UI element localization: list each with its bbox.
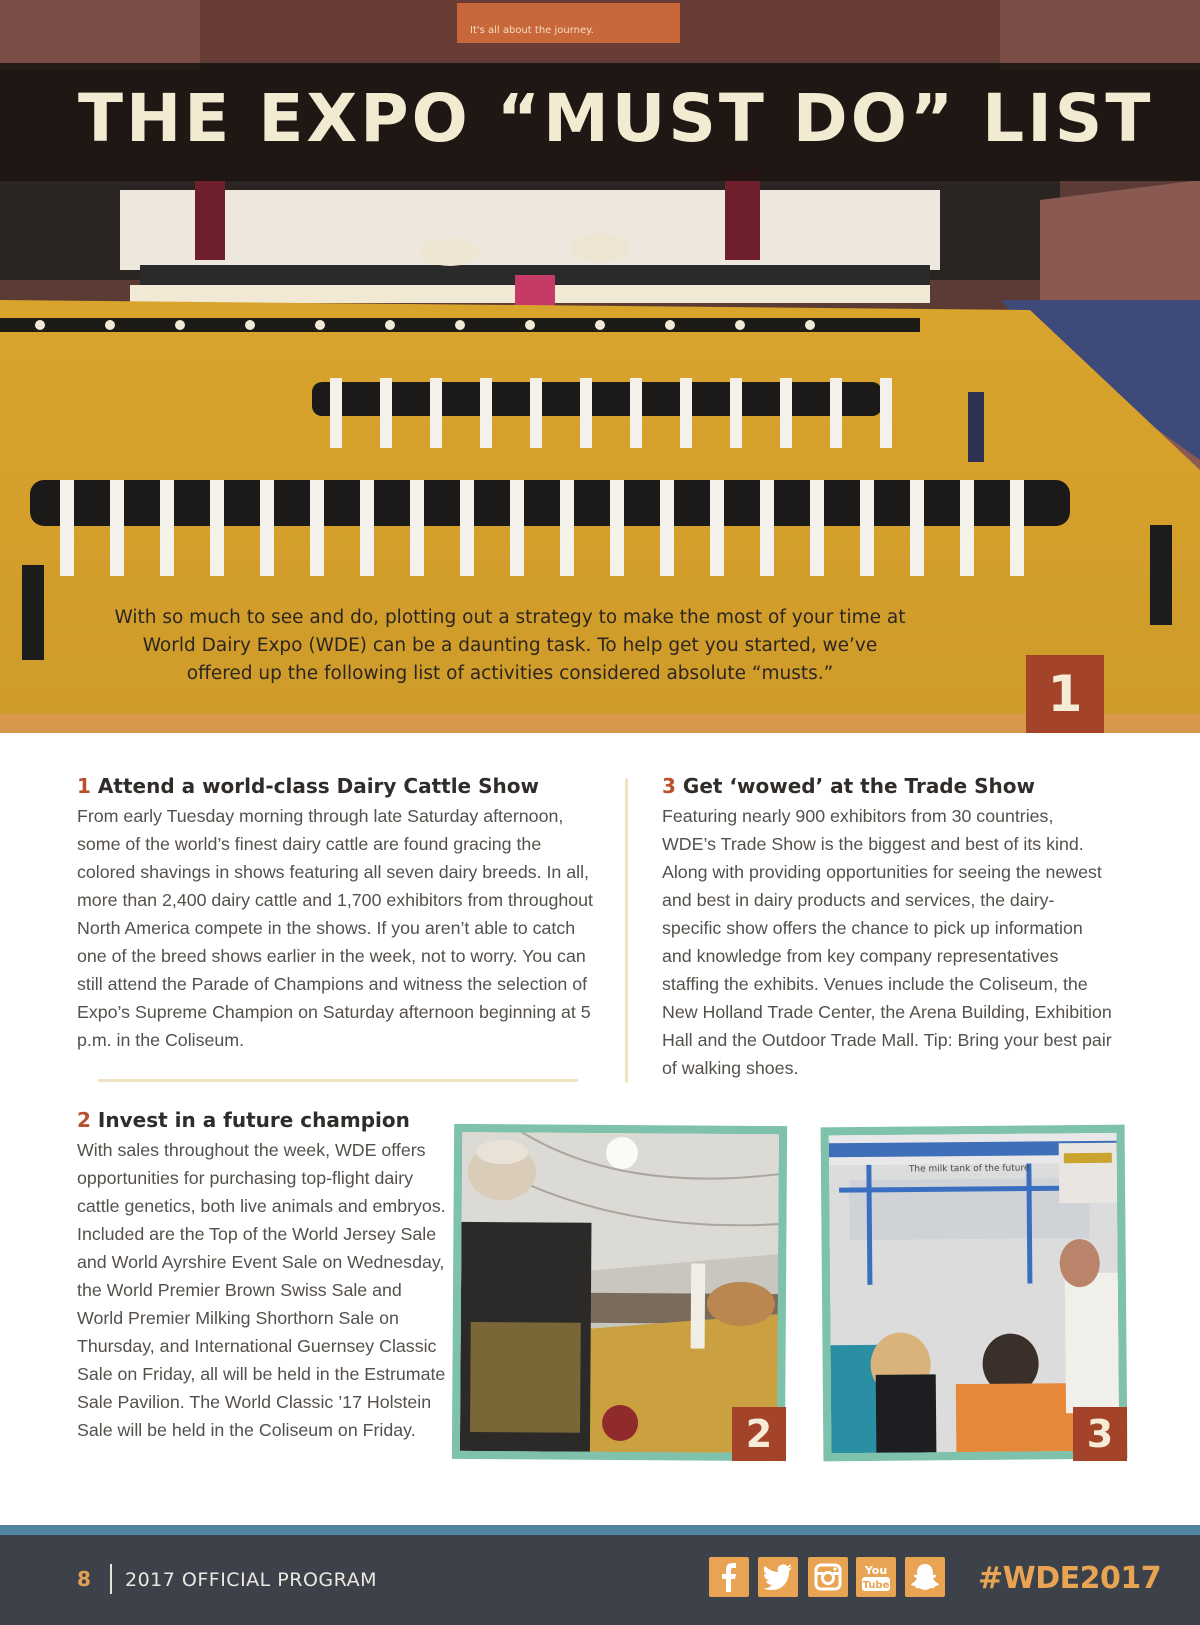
section-future-champion: [77, 1106, 447, 1444]
footer-separator: [110, 1564, 112, 1594]
youtube-icon[interactable]: [856, 1557, 896, 1597]
youtube-label-top: You: [864, 1564, 888, 1577]
auction-photo: [460, 1132, 779, 1453]
section-title: Get ‘wowed’ at the Trade Show: [682, 774, 1036, 798]
section-trade-show: [662, 772, 1112, 1082]
section-body: From early Tuesday morning through late Saturday afternoon, some of the world’s finest dairy cattle are found gracing the colored shavings in shows featuring all seven dairy breeds. In all, more than 2,400 dairy cattle and 1,700 exhibitors from throughout North America compete in the shows. If you aren’t able to catch one of the breed shows earlier in the week, not to worry. You can still attend the Parade of Champions and witness the selection of Expo’s Supreme Champion on Saturday afternoon beginning at 5 p.m. in the Coliseum.: [77, 806, 593, 1050]
hero-caption: With so much to see and do, plotting out a strategy to make the most of your time at World Dairy Expo (WDE) can be a daunting task. To help get you started, we’ve offered up the following list of activities considered absolute “musts.”: [114, 607, 906, 684]
page-title: THE EXPO “MUST DO” LIST: [78, 80, 1154, 157]
section-number: 2: [77, 1108, 91, 1132]
twitter-icon[interactable]: [758, 1557, 798, 1597]
program-title: 2017 OFFICIAL PROGRAM: [125, 1569, 377, 1591]
hero-image: [0, 0, 1200, 733]
section-heading: [662, 772, 1112, 800]
section-number: 3: [662, 774, 676, 798]
trade-show-photo: [829, 1133, 1120, 1454]
facebook-icon[interactable]: [709, 1557, 749, 1597]
orange-rule: [0, 714, 1200, 733]
section-body: With sales throughout the week, WDE offers opportunities for purchasing top-flight dairy cattle genetics, both live animals and embryos. Included are the Top of the World Jersey Sale and World Ayrshire Event Sale on Wednesday, the World Premier Brown Swiss Sale and World Premier Milking Shorthorn Sale on Thursday, and International Guernsey Classic Sale on Friday, all will be held in the Estrumate Sale Pavilion. The World Classic ’17 Holstein Sale will be held in the Coliseum on Friday.: [77, 1140, 446, 1440]
page-number: 8: [77, 1567, 91, 1591]
section-dairy-cattle-show: [77, 772, 597, 1054]
instagram-icon[interactable]: [808, 1557, 848, 1597]
section-divider: [98, 1079, 578, 1082]
photo-number-badge-2: 2: [732, 1407, 786, 1461]
banner-text: It's all about the journey.: [470, 25, 594, 36]
sign-text: The milk tank of the future: [908, 1163, 1030, 1175]
section-heading: [77, 1106, 447, 1134]
youtube-label-bottom: Tube: [862, 1580, 890, 1591]
section-heading: [77, 772, 597, 800]
photo-number-badge-3: 3: [1073, 1407, 1127, 1461]
section-title: Attend a world-class Dairy Cattle Show: [97, 774, 539, 798]
section-number: 1: [77, 774, 91, 798]
column-divider: [625, 778, 628, 1083]
footer-stripe: [0, 1525, 1200, 1535]
photo-number-badge-1: 1: [1026, 655, 1104, 733]
section-body: Featuring nearly 900 exhibitors from 30 countries, WDE’s Trade Show is the biggest and best of its kind. Along with providing opportunities for seeing the newest and best in dairy products and services, the dairy-specific show offers the chance to pick up information and knowledge from key company representatives staffing the exhibits. Venues include the Coliseum, the New Holland Trade Center, the Arena Building, Exhibition Hall and the Outdoor Trade Mall. Tip: Bring your best pair of walking shoes.: [662, 806, 1112, 1078]
section-title: Invest in a future champion: [97, 1108, 410, 1132]
snapchat-icon[interactable]: [905, 1557, 945, 1597]
hashtag: #WDE2017: [978, 1561, 1162, 1596]
